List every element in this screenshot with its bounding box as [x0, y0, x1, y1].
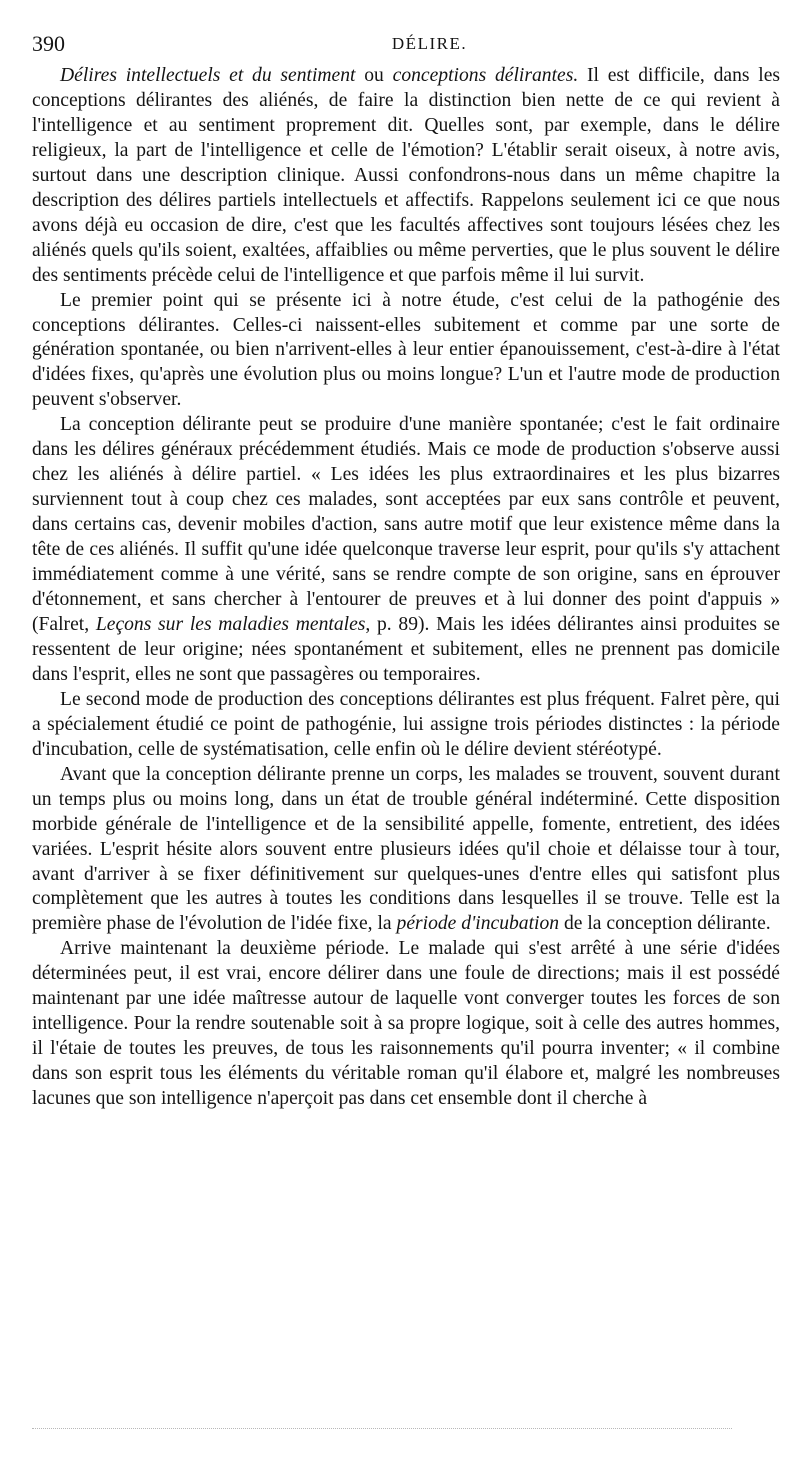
- page-number: 390: [32, 31, 65, 56]
- footer-rule: [32, 1428, 732, 1429]
- paragraph-text: Arrive maintenant la deuxième période. Le malade qui s'est arrêté à une série d'idées déterminées peut, il est vrai, encore délirer dans une foule de directions; mais il est possédé maintenant par une idée maîtresse autour de laquelle vont converger toutes les forces de son intelligence. Pour la rendre soutenable soit à sa propre logique, soit à celle des autres hommes, il l'étaie de toutes les preuves, de tous les raisonnements qu'il pourra inventer; « il combine dans son esprit tous les éléments du véritable roman qu'il élabore et, malgré les nombreuses lacunes que son intelligence n'aperçoit pas dans cet ensemble dont il cherche à: [32, 938, 780, 1110]
- paragraph-text: , p. 89). Mais les idées délirantes ainsi produites se ressentent de leur origine; nées spontanément et subitement, elles ne prennent pas domicile dans l'esprit, elles ne sont que passagères ou temporaires.: [32, 613, 781, 685]
- paragraph-text: Il est difficile, dans les conceptions délirantes des aliénés, de faire la distinction bien nette de ce qui revient à l'intelligence et au sentiment proprement dit. Quelles sont, par exemple, dans le délire religieux, la part de l'intelligence et celle de l'émotion? L'établir serait oiseux, à notre avis, surtout dans une description clinique. Aussi confondrons-nous dans un même chapitre la description des délires partiels intellectuels et affectifs. Rappelons seulement ici ce que nous avons déjà eu occasion de dire, c'est que les facultés affectives sont toujours lésées chez les aliénés quels qu'ils soient, exaltées, affaiblies ou même perverties, que le plus souvent le délire des sentiments précède celui de l'intelligence et que parfois même il lui survit.: [32, 65, 781, 286]
- paragraph-text: Le premier point qui se présente ici à notre étude, c'est celui de la pathogénie des conceptions délirantes. Celles-ci naissent-elles subitement et comme par une sorte de génération spontanée, ou bien n'arrivent-elles à leur entier épanouissement, c'est-à-dire à l'état d'idées fixes, qu'après une évolution plus ou moins longue? L'un et l'autre mode de production peuvent s'observer.: [32, 289, 780, 411]
- paragraph-pathogenie: [32, 289, 780, 414]
- running-head: DÉLIRE.: [391, 34, 468, 53]
- paragraph-delires-intellectuels: [32, 64, 780, 289]
- paragraph-mode-spontane: [32, 413, 780, 687]
- section-lead-italic-2: conceptions délirantes.: [392, 65, 579, 86]
- page-header: [32, 30, 780, 58]
- cited-work-title: Leçons sur les maladies mentales: [95, 613, 366, 635]
- section-lead-connector: ou: [355, 65, 393, 86]
- paragraph-second-mode: [32, 688, 780, 763]
- paragraph-incubation: [32, 763, 780, 938]
- paragraph-text: Avant que la conception délirante prenne un corps, les malades se trouvent, souvent durant un temps plus ou moins long, dans un état de trouble général indéterminé. Cette disposition morbide générale de l'intelligence et de la sensibilité appelle, fomente, entretient, des idées variées. L'esprit hésite alors souvent entre plusieurs idées qu'il choie et délaisse tour à tour, avant d'arriver à se fixer définitivement sur quelques-unes d'entre elles qui satisfont plus complètement que les autres à toutes les conditions dans lesquelles il se trouve. Telle est la première phase de l'évolution de l'idée fixe, la: [32, 763, 780, 935]
- italic-term: période d'incubation: [396, 913, 560, 935]
- section-lead-italic: Délires intellectuels et du sentiment: [60, 65, 356, 86]
- paragraph-text: de la conception délirante.: [559, 913, 771, 935]
- paragraph-deuxieme-periode: [32, 937, 780, 1112]
- paragraph-text: Le second mode de production des conceptions délirantes est plus fréquent. Falret père, qui a spécialement étudié ce point de pathogénie, lui assigne trois périodes distinctes : la période d'incubation, celle de systématisation, celle enfin où le délire devient stéréotypé.: [32, 688, 780, 760]
- paragraph-text: La conception délirante peut se produire d'une manière spontanée; c'est le fait ordinaire dans les délires généraux précédemment étudiés. Mais ce mode de production s'observe aussi chez les aliénés à délire partiel. « Les idées les plus extraordinaires et les plus bizarres surviennent tout à coup chez ces malades, sont acceptées par eux sans contrôle et peuvent, dans certains cas, devenir mobiles d'action, sans autre motif que leur existence même dans la tête de ces aliénés. Il suffit qu'une idée quelconque traverse leur esprit, pour qu'ils s'y attachent immédiatement comme à une vérité, sans se rendre compte de son origine, sans en éprouver d'étonnement, et sans chercher à l'entourer de preuves et à lui donner des point d'appuis » (Falret,: [32, 414, 780, 635]
- body-text: [32, 64, 780, 1112]
